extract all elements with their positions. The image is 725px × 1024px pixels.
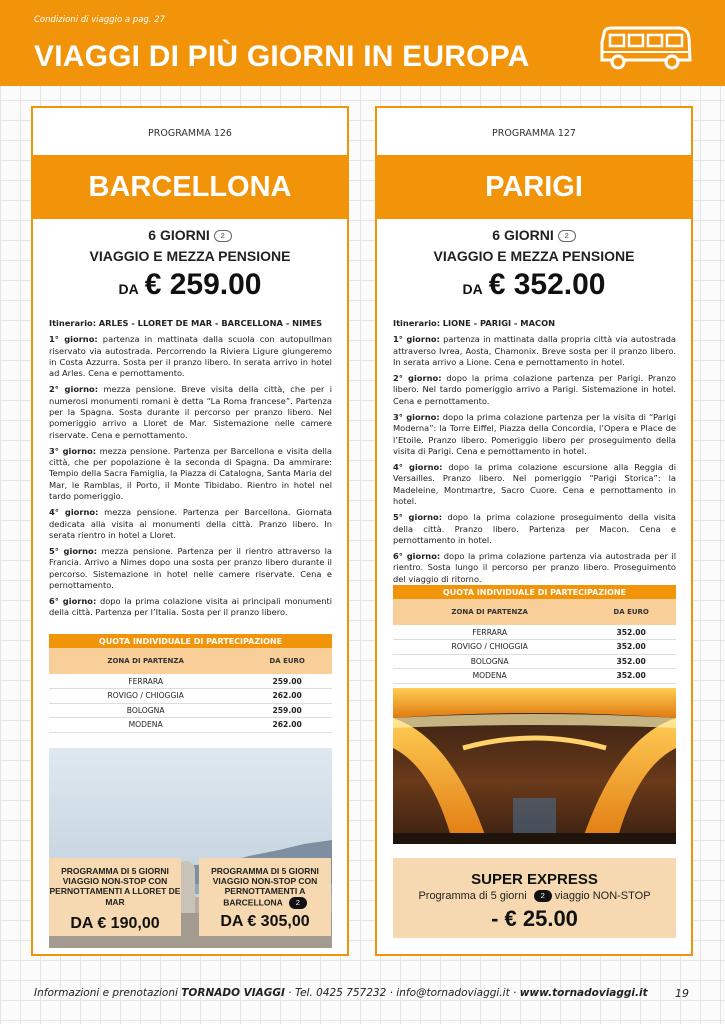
price-line <box>377 268 691 302</box>
category-badge: 2 <box>534 890 552 902</box>
price-prefix: DA <box>118 281 139 297</box>
price-line <box>33 268 347 302</box>
days-label: 6 GIORNI <box>148 227 210 243</box>
column-header: ZONA DI PARTENZA <box>393 599 586 625</box>
itinerary-paragraph: 6° giorno: dopo la prima colazione partenza via autostrada per il rientro. Sosta lungo il percorso per pranzo libero. Proseguimento del viaggio di ritorno. <box>393 551 677 584</box>
price-prefix: DA <box>462 281 483 297</box>
price-amount: € 259.00 <box>144 268 262 301</box>
table-row: ROVIGO / CHIOGGIA 262.00 <box>49 689 332 704</box>
table-row: FERRARA 352.00 <box>393 625 676 640</box>
category-badge: 2 <box>214 230 232 242</box>
itinerary-paragraph: Itinerario: ARLES - LLORET DE MAR - BARCELLONA - NIMES <box>49 318 323 328</box>
itinerary-paragraph: 2° giorno: mezza pensione. Breve visita della città, che per i numerosi monumenti romani è detta “La Roma francese”. Partenza per la Spagna. Sosta durante il percorso per pranzo libero. Nel pomeriggio arrivo a Lloret de Mar. Sistemazione nelle camere riservate. Cena e pernottamento. <box>49 384 333 440</box>
city-title: PARIGI <box>377 155 691 219</box>
promo-lloret <box>49 858 181 936</box>
itinerary-paragraph: 4° giorno: dopo la prima colazione escursione alla Reggia di Versailles. Pranzo libero. Nel pomeriggio “Parigi Storica”: la Madeleine, Montmartre, Sacro Cuore. Cena e pernottamento in hotel. <box>393 462 677 506</box>
page-header <box>0 0 725 86</box>
itinerary-paragraph: 5° giorno: dopo la prima colazione proseguimento della visita della città. Pranzo libero. Partenza per Macon. Cena e pernottamento in hotel. <box>393 512 676 545</box>
promo-price: DA € 190,00 <box>70 914 160 932</box>
category-badge: 2 <box>289 897 307 909</box>
table-row: MODENA 262.00 <box>49 718 332 733</box>
promo-super-express <box>393 858 676 938</box>
bus-icon <box>598 26 692 70</box>
promo-subtitle: Programma di 5 giorni 2 viaggio NON-STOP <box>418 890 651 902</box>
days-line <box>33 227 347 243</box>
days-line <box>377 227 691 243</box>
program-card-parigi <box>375 106 693 956</box>
price-table <box>393 585 676 684</box>
trip-type: VIAGGIO E MEZZA PENSIONE <box>433 248 635 264</box>
website-link[interactable]: www.tornadoviaggi.it <box>519 987 648 999</box>
itinerary <box>49 318 332 624</box>
footer-contact: Informazioni e prenotazioni TORNADO VIAGGI · Tel. 0425 757232 · info@tornadoviaggi.it · www.tornadoviaggi.it <box>34 987 648 999</box>
itinerary-paragraph: 4° giorno: mezza pensione. Partenza per Barcellona. Giornata dedicata alla visita ai monumenti della città. Pranzo libero. In serata rientro in hotel a Lloret. <box>49 507 333 540</box>
itinerary-paragraph: 1° giorno: partenza in mattinata dalla scuola con autopullman riservato via autostrada. Percorrendo la Riviera Ligure giungeremo in Costa Azzurra. Sosta per il pranzo libero. In serata arrivo in hotel ad Arles. Cena e pernottamento. <box>49 334 332 379</box>
table-row: FERRARA 259.00 <box>49 674 332 689</box>
page-number: 19 <box>675 987 689 1000</box>
city-title: BARCELLONA <box>33 155 347 219</box>
days-label: 6 GIORNI <box>492 227 554 243</box>
itinerary-paragraph: Itinerario: LIONE - PARIGI - MACON <box>393 318 556 328</box>
itinerary <box>393 318 676 590</box>
trip-type: VIAGGIO E MEZZA PENSIONE <box>89 248 291 264</box>
table-caption: QUOTA INDIVIDUALE DI PARTECIPAZIONE <box>393 585 676 599</box>
table-row: MODENA 352.00 <box>393 669 676 684</box>
promo-price: - € 25.00 <box>491 906 578 932</box>
program-number: PROGRAMMA 127 <box>492 128 576 139</box>
column-header: DA EURO <box>242 648 332 674</box>
itinerary-paragraph: 5° giorno: mezza pensione. Partenza per il rientro attraverso la Francia. Arrivo a Nimes dopo una sosta per pranzo libero durante il percorso. Sistemazione in hotel nelle camere riservate. Cena e pernottamento. <box>49 546 332 590</box>
price-amount: € 352.00 <box>488 268 606 301</box>
category-badge: 2 <box>558 230 576 242</box>
promo-text: PROGRAMMA DI 5 GIORNI VIAGGIO NON-STOP CON PERNOTTAMENTI A LLORET DE MAR <box>49 866 181 907</box>
price-table <box>49 634 332 733</box>
itinerary-paragraph: 6° giorno: dopo la prima colazione visita ai principali monumenti della città. Partenza per l’Italia. Sosta per il pranzo libero. <box>49 596 333 618</box>
itinerary-paragraph: 2° giorno: dopo la prima colazione partenza per Parigi. Pranzo libero. Nel tardo pomeriggio arrivo a Parigi. Sistemazione in hotel. Cena e pernottamento. <box>393 373 676 406</box>
table-row: BOLOGNA 259.00 <box>49 703 332 718</box>
promo-barcellona <box>199 858 331 936</box>
conditions-note: Condizioni di viaggio a pag. 27 <box>34 15 165 25</box>
itinerary-paragraph: 3° giorno: mezza pensione. Partenza per Barcellona e visita della città, che per popolazione è la seconda di Spagna. Da ammirare: Tempio della Sacra Famiglia, la Piazza di Catalogna, Santa Maria del Mar, le Ramblas, il Porto, il Monte Tibidabo. Rientro in hotel nel tardo pomeriggio. <box>49 445 333 501</box>
brand-name: TORNADO VIAGGI <box>181 987 285 999</box>
table-row: BOLOGNA 352.00 <box>393 654 676 669</box>
itinerary-paragraph: 3° giorno: dopo la prima colazione partenza per la visita di “Parigi Moderna”: la Torre Eiffel, Piazza della Concordia, l’Opera e Place de l’Etoile. Pranzo libero. Pomeriggio libero per proseguimento della visita di Parigi. Cena e pernottamento in hotel. <box>393 411 677 456</box>
program-card-barcellona <box>31 106 349 956</box>
promo-price: DA € 305,00 <box>220 912 310 930</box>
page-title: VIAGGI DI PIÙ GIORNI IN EUROPA <box>34 40 530 73</box>
program-number: PROGRAMMA 126 <box>148 128 232 139</box>
promo-text: PROGRAMMA DI 5 GIORNI VIAGGIO NON-STOP CON PERNOTTAMENTI A BARCELLONA 2 <box>211 866 319 907</box>
column-header: ZONA DI PARTENZA <box>49 648 242 674</box>
table-row: ROVIGO / CHIOGGIA 352.00 <box>393 640 676 655</box>
itinerary-paragraph: 1° giorno: partenza in mattinata dalla propria città via autostrada attraverso Ivrea, Aosta, Chamonix. Breve sosta per il pranzo libero. In serata arrivo a Lione. Cena e pernottamento in hotel. <box>393 334 677 367</box>
eiffel-tower-photo <box>393 688 676 844</box>
table-caption: QUOTA INDIVIDUALE DI PARTECIPAZIONE <box>49 634 332 648</box>
promo-title: SUPER EXPRESS <box>471 871 598 888</box>
column-header: DA EURO <box>586 599 676 625</box>
